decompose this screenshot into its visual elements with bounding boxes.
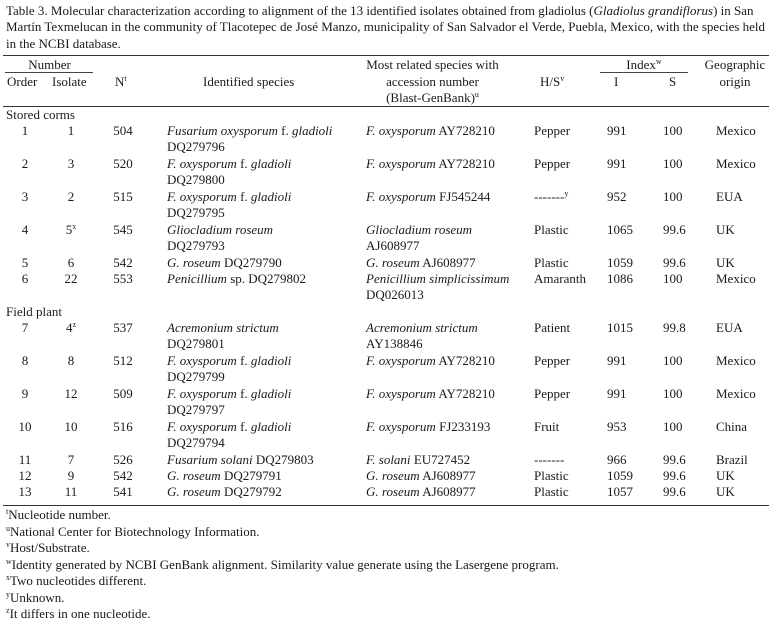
cell-host-substrate: Amaranth xyxy=(534,271,586,286)
header-index-i: I xyxy=(614,74,619,89)
cell-nt: 509 xyxy=(113,386,133,401)
footnotes xyxy=(6,507,559,623)
footnote: $^u$National Center for Biotechnology Information. xyxy=(6,523,260,539)
footnote: $^x$Two nucleotides different. xyxy=(6,573,147,588)
cell-related-accession: DQ026013 xyxy=(366,287,424,302)
cell-isolate: 22 xyxy=(64,271,78,286)
cell-nt: 537 xyxy=(113,320,133,335)
cell-geographic-origin: UK xyxy=(716,255,735,270)
cell-identified-species: G. roseum DQ279791 xyxy=(167,468,282,483)
cell-host-substrate: Plastic xyxy=(534,222,569,237)
cell-isolate: 9 xyxy=(67,468,75,483)
cell-isolate: 8 xyxy=(67,353,75,368)
cell-related-species: F. oxysporum AY728210 xyxy=(366,123,495,138)
cell-index-s: 100 xyxy=(663,353,683,368)
cell-host-substrate: Fruit xyxy=(534,419,560,434)
cell-identified-species: Gliocladium roseum xyxy=(167,222,274,237)
index-group-rule xyxy=(600,72,688,73)
cell-index-s: 100 xyxy=(663,386,683,401)
cell-geographic-origin: Mexico xyxy=(716,386,756,401)
cell-nt: 520 xyxy=(113,156,133,171)
footnote: $^z$It differs in one nucleotide. xyxy=(6,606,151,621)
header-identified-species: Identified species xyxy=(203,74,295,89)
cell-index-s: 100 xyxy=(663,156,683,171)
cell-species-accession: DQ279801 xyxy=(167,336,225,351)
cell-nt: 526 xyxy=(113,452,133,467)
cell-geographic-origin: UK xyxy=(716,468,735,483)
cell-host-substrate: Pepper xyxy=(534,156,571,171)
cell-index-i: 991 xyxy=(607,123,627,138)
cell-isolate: 5$^x$ xyxy=(65,222,77,237)
cell-identified-species: F. oxysporum f. gladioli xyxy=(167,156,292,171)
cell-index-i: 1015 xyxy=(607,320,633,335)
cell-index-s: 99.6 xyxy=(663,452,686,467)
cell-host-substrate: Pepper xyxy=(534,353,571,368)
cell-host-substrate: -------$^y$ xyxy=(534,189,569,204)
top-rule xyxy=(3,55,769,56)
cell-order: 11 xyxy=(18,452,32,467)
cell-related-species: F. oxysporum AY728210 xyxy=(366,156,495,171)
cell-identified-species: G. roseum DQ279790 xyxy=(167,255,282,270)
cell-order: 7 xyxy=(21,320,29,335)
cell-species-accession: DQ279796 xyxy=(167,139,225,154)
cell-order: 12 xyxy=(18,468,32,483)
cell-isolate: 3 xyxy=(67,156,75,171)
cell-related-species: G. roseum AJ608977 xyxy=(366,468,476,483)
cell-nt: 545 xyxy=(113,222,133,237)
cell-species-accession: DQ279795 xyxy=(167,205,225,220)
cell-identified-species: F. oxysporum f. gladioli xyxy=(167,419,292,434)
cell-geographic-origin: EUA xyxy=(716,320,743,335)
cell-geographic-origin: Brazil xyxy=(716,452,748,467)
cell-nt: 541 xyxy=(113,484,133,499)
cell-related-species: Penicillium simplicissimum xyxy=(366,271,510,286)
cell-identified-species: F. oxysporum f. gladioli xyxy=(167,189,292,204)
cell-nt: 516 xyxy=(113,419,133,434)
cell-related-species: F. oxysporum FJ545244 xyxy=(366,189,491,204)
footnote: $^w$Identity generated by NCBI GenBank alignment. Similarity value generate using the Lasergene program. xyxy=(6,556,559,572)
cell-species-accession: DQ279797 xyxy=(167,402,225,417)
footnote: $^y$Unknown. xyxy=(6,589,65,605)
cell-index-s: 100 xyxy=(663,419,683,434)
cell-related-species: G. roseum AJ608977 xyxy=(366,255,476,270)
cell-index-i: 1057 xyxy=(607,484,633,499)
header-isolate: Isolate xyxy=(52,74,87,89)
cell-geographic-origin: Mexico xyxy=(716,123,756,138)
bottom-rule xyxy=(3,505,769,506)
header-geo-2: origin xyxy=(719,74,751,89)
cell-related-species: Acremonium strictum xyxy=(366,320,478,335)
cell-nt: 515 xyxy=(113,189,133,204)
footnote: $^v$Host/Substrate. xyxy=(6,540,90,555)
cell-related-species: F. oxysporum AY728210 xyxy=(366,386,495,401)
cell-index-s: 99.8 xyxy=(663,320,686,335)
cell-geographic-origin: Mexico xyxy=(716,156,756,171)
cell-order: 6 xyxy=(21,271,29,286)
header-order: Order xyxy=(7,74,38,89)
cell-related-species: Gliocladium roseum xyxy=(366,222,473,237)
cell-index-i: 953 xyxy=(607,419,627,434)
cell-species-accession: DQ279794 xyxy=(167,435,225,450)
cell-nt: 504 xyxy=(113,123,133,138)
footnote: $^t$Nucleotide number. xyxy=(6,507,111,522)
header-index-s: S xyxy=(669,74,677,89)
cell-index-i: 952 xyxy=(607,189,627,204)
cell-index-s: 99.6 xyxy=(663,255,686,270)
cell-order: 10 xyxy=(18,419,32,434)
cell-nt: 553 xyxy=(113,271,133,286)
cell-nt: 542 xyxy=(113,468,133,483)
cell-geographic-origin: EUA xyxy=(716,189,743,204)
cell-related-species: F. oxysporum FJ233193 xyxy=(366,419,491,434)
cell-index-i: 1059 xyxy=(607,255,633,270)
cell-related-species: F. solani EU727452 xyxy=(366,452,471,467)
cell-host-substrate: Pepper xyxy=(534,123,571,138)
cell-order: 3 xyxy=(21,189,29,204)
cell-host-substrate: Plastic xyxy=(534,468,569,483)
cell-host-substrate: Pepper xyxy=(534,386,571,401)
cell-order: 1 xyxy=(21,123,29,138)
cell-order: 13 xyxy=(18,484,32,499)
cell-identified-species: Fusarium solani DQ279803 xyxy=(167,452,314,467)
cell-nt: 512 xyxy=(113,353,133,368)
header-hs: $H/S^v$ xyxy=(540,74,565,89)
cell-order: 4 xyxy=(21,222,29,237)
cell-index-i: 1065 xyxy=(607,222,633,237)
cell-isolate: 1 xyxy=(67,123,75,138)
cell-index-s: 99.6 xyxy=(663,484,686,499)
cell-host-substrate: Plastic xyxy=(534,484,569,499)
cell-species-accession: DQ279800 xyxy=(167,172,225,187)
cell-index-s: 99.6 xyxy=(663,468,686,483)
cell-order: 2 xyxy=(21,156,29,171)
section-title: Stored corms xyxy=(6,107,75,122)
cell-index-s: 99.6 xyxy=(663,222,686,237)
header-most-related-1: Most related species with xyxy=(366,57,499,72)
cell-geographic-origin: UK xyxy=(716,222,735,237)
cell-isolate: 2 xyxy=(67,189,75,204)
cell-identified-species: Acremonium strictum xyxy=(167,320,279,335)
header-geo-1: Geographic xyxy=(704,57,766,72)
header-rule xyxy=(3,106,769,107)
header-most-related-2: accession number xyxy=(386,74,479,89)
cell-related-species: G. roseum AJ608977 xyxy=(366,484,476,499)
cell-index-i: 991 xyxy=(607,353,627,368)
cell-index-s: 100 xyxy=(663,123,683,138)
cell-species-accession: DQ279793 xyxy=(167,238,225,253)
cell-isolate: 11 xyxy=(64,484,78,499)
cell-identified-species: Penicillium sp. DQ279802 xyxy=(167,271,307,286)
cell-species-accession: DQ279799 xyxy=(167,369,225,384)
cell-index-s: 100 xyxy=(663,271,683,286)
cell-index-i: 991 xyxy=(607,156,627,171)
cell-isolate: 6 xyxy=(67,255,75,270)
header-number-group: Number xyxy=(28,57,71,72)
header-index-group: Index$^w$ xyxy=(626,57,662,72)
cell-identified-species: F. oxysporum f. gladioli xyxy=(167,386,292,401)
cell-index-i: 966 xyxy=(607,452,627,467)
cell-identified-species: G. roseum DQ279792 xyxy=(167,484,282,499)
cell-index-i: 1086 xyxy=(607,271,633,286)
cell-identified-species: F. oxysporum f. gladioli xyxy=(167,353,292,368)
header-nt: $N^t$ xyxy=(115,74,127,89)
cell-order: 5 xyxy=(21,255,29,270)
cell-index-i: 991 xyxy=(607,386,627,401)
cell-identified-species: Fusarium oxysporum f. gladioli xyxy=(167,123,333,138)
cell-index-i: 1059 xyxy=(607,468,633,483)
cell-isolate: 7 xyxy=(67,452,75,467)
cell-isolate: 4$^z$ xyxy=(65,320,77,335)
number-group-rule xyxy=(5,72,93,73)
cell-order: 8 xyxy=(21,353,29,368)
cell-geographic-origin: Mexico xyxy=(716,353,756,368)
cell-host-substrate: ------- xyxy=(534,452,565,467)
cell-isolate: 10 xyxy=(64,419,78,434)
cell-geographic-origin: China xyxy=(716,419,748,434)
header-most-related-3: (Blast-GenBank)$^u$ xyxy=(386,90,479,105)
cell-host-substrate: Plastic xyxy=(534,255,569,270)
section-title: Field plant xyxy=(6,304,62,319)
cell-host-substrate: Patient xyxy=(534,320,571,335)
cell-related-accession: AY138846 xyxy=(366,336,423,351)
cell-related-species: F. oxysporum AY728210 xyxy=(366,353,495,368)
cell-geographic-origin: UK xyxy=(716,484,735,499)
cell-nt: 542 xyxy=(113,255,133,270)
cell-index-s: 100 xyxy=(663,189,683,204)
table-caption: Table 3. Molecular characterization according to alignment of the 13 identified isolates obtained from gladiolus (Gladiolus grandiflorus) in San Martín Texmelucan in the community of Tlacotepec de José Manzo, municipality of San Salvador el Verde, Puebla, Mexico, with the species held in the NCBI database. xyxy=(6,3,766,51)
cell-geographic-origin: Mexico xyxy=(716,271,756,286)
cell-related-accession: AJ608977 xyxy=(366,238,420,253)
cell-order: 9 xyxy=(21,386,29,401)
cell-isolate: 12 xyxy=(64,386,78,401)
